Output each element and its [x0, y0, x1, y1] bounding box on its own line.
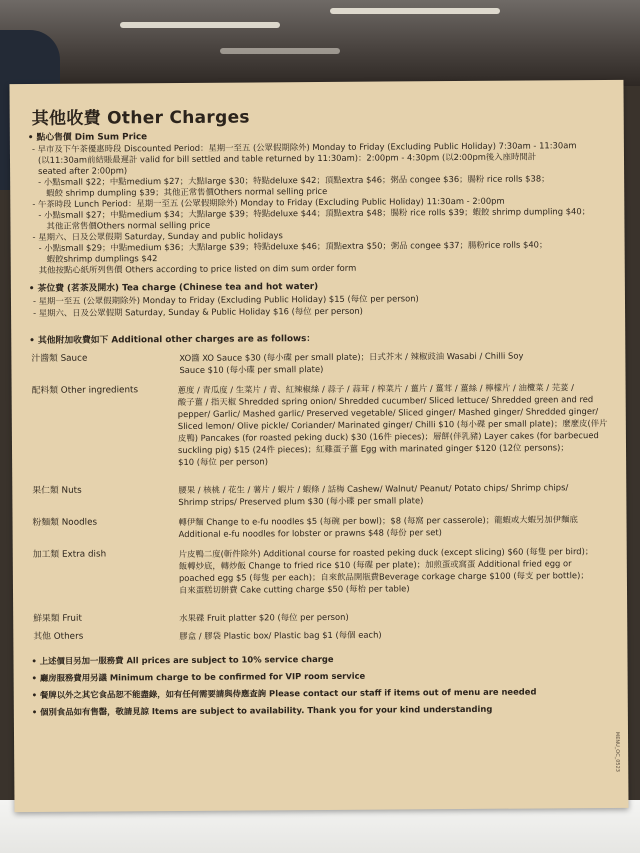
dim-sum-line: 其他按點心紙所列售價 Others according to price listed on dim sum order form: [38, 262, 357, 275]
additional-heading: • 其他附加收費如下 Additional other charges are as follows：: [29, 334, 316, 347]
others-line: 膠盒 / 膠袋 Plastic box/ Plastic bag $1 (每個 each): [179, 629, 382, 641]
dim-sum-line: - 星期六、日及公眾假期 Saturday, Sunday and public holidays: [32, 230, 283, 242]
dim-sum-line: (以11:30am前結賬最遲計 valid for bill settled and table returned by 11:30am)：2:00pm - 4:30pm (以2:00pm後入座時間計: [37, 151, 537, 165]
others-label: 其他 Others: [33, 631, 84, 642]
page-title: 其他收費 Other Charges: [31, 107, 250, 129]
nuts-label: 果仁類 Nuts: [32, 485, 82, 497]
dim-sum-line: - 小點small $22；中點medium $27；大點large $30；特點deluxe $42；頂點extra $46；粥品 congee $36；腸粉 rice rolls $38；: [38, 173, 550, 187]
extra-dish-line: poached egg $5 (每隻 per each)；自來飲品開瓶費Beverage corkage charge $100 (每支 per bottle)；: [178, 570, 589, 583]
restaurant-ceiling: [0, 0, 640, 86]
extra-dish-line: 片皮鴨二度(斬件除外) Additional course for roasted peking duck (except slicing) $60 (每隻 per bird)；: [178, 546, 594, 559]
dim-sum-line: - 小點small $29；中點medium $36；大點large $39；特點deluxe $46；頂點extra $50；粥品 congee $37；腸粉rice rolls $40；: [38, 239, 548, 253]
tea-heading: • 茶位費 (茗茶及開水) Tea charge (Chinese tea and hot water): [28, 282, 319, 295]
fruit-line: 水果碟 Fruit platter $20 (每位 per person): [179, 611, 349, 623]
nuts-line: Shrimp strips/ Preserved plum $30 (每小碟 per small plate): [178, 495, 424, 507]
noodles-line: 轉伊麵 Change to e-fu noodles $5 (每碗 per bowl)；$8 (每窩 per casserole)；龍蝦或大蝦另加伊麵底: [178, 514, 578, 527]
dim-sum-line: 蝦餃shrimp dumplings $42: [46, 253, 158, 264]
ingredients-line: 蔥度 / 青瓜度 / 生菜片 / 青、紅辣椒絲 / 蒜子 / 蒜茸 / 榨菜片 / 薑片 / 薑茸 / 薑絲 / 檸檬片 / 油欖菜 / 芫荽 /: [177, 382, 574, 395]
noodles-line: Additional e-fu noodles for lobster or prawns $48 (每份 per set): [178, 527, 442, 539]
extra-dish-line: 飯轉炒底，轉炒飯 Change to fried rice $10 (每碟 per plate)；加煎蛋或窩蛋 Additional fried egg or: [178, 558, 572, 571]
dim-sum-line: seated after 2:00pm): [38, 165, 128, 176]
tea-line: - 星期六、日及公眾假期 Saturday, Sunday & Public Holiday $16 (每位 per person): [33, 305, 363, 318]
ingredients-line: pepper/ Garlic/ Mashed garlic/ Preserved vegetable/ Sliced ginger/ Mashed ginger/ Shredded ginger/: [177, 406, 599, 419]
nuts-line: 腰果 / 核桃 / 花生 / 薯片 / 蝦片 / 蝦條 / 話梅 Cashew/ Walnut/ Peanut/ Potato chips/ Shrimp chips/: [178, 482, 569, 495]
dim-sum-line: 其他正常售價Others normal selling price: [46, 219, 211, 231]
note-contact-staff: • 餐牌以外之其它食品恕不能盡錄，如有任何需要請與侍應查詢 Please contact our staff if items out of menu are needed: [31, 686, 537, 701]
dim-sum-line: 蝦餃 shrimp dumpling $39；其他正常售價Others normal selling price: [46, 185, 328, 198]
sauce-line: Sauce $10 (每小碟 per small plate): [179, 363, 324, 375]
ingredients-line: Sliced lemon/ Olive pickle/ Coriander/ Marinated ginger/ Chilli $10 (每小碟 per small plate)；麼麼皮(伴片: [177, 417, 608, 431]
ceiling-light: [330, 8, 500, 14]
dim-sum-heading: • 點心售價 Dim Sum Price: [27, 132, 148, 144]
menu-card: [9, 80, 628, 812]
ingredients-line: $10 (每位 per person): [178, 456, 269, 467]
tea-line: - 星期一至五 (公眾假期除外) Monday to Friday (Excluding Public Holiday) $15 (每位 per person): [32, 293, 419, 306]
ingredients-line: 酸子薑 / 指天椒 Shredded spring onion/ Shredded cucumber/ Sliced lettuce/ Shredded green and red: [177, 394, 594, 407]
extra-dish-line: 自來蛋糕切餅費 Cake cutting charge $50 (每枱 per table): [178, 583, 410, 595]
noodles-label: 粉麵類 Noodles: [32, 517, 98, 529]
sauce-line: XO醬 XO Sauce $30 (每小碟 per small plate)；日式芥末 / 辣椒豉油 Wasabi / Chilli Soy: [179, 350, 524, 363]
dim-sum-line: - 午茶時段 Lunch Period：星期一至五 (公眾假期除外) Monday to Friday (Excluding Public Holiday) 11:30am - 2:00pm: [32, 195, 505, 209]
note-availability: • 個別食品如有售罄，敬請見諒 Items are subject to availability. Thank you for your kind understanding: [31, 703, 493, 718]
ingredients-label: 配料類 Other ingredients: [31, 385, 139, 397]
ingredients-line: suckling pig) $15 (24件 pieces)；紅雞蛋子薑 Egg with marinated ginger $120 (12位 persons)；: [177, 442, 569, 455]
side-code: MENU_OC_0523: [614, 731, 621, 772]
sauce-label: 汁醬類 Sauce: [31, 353, 88, 365]
ceiling-light: [220, 48, 340, 54]
extra-dish-label: 加工類 Extra dish: [32, 549, 107, 561]
ceiling-light: [120, 22, 280, 28]
dim-sum-line: - 小點small $27；中點medium $34；大點large $39；特點deluxe $44；頂點extra $48；腸粉 rice rolls $39；蝦餃 shrimp dumpling $40；: [38, 206, 591, 220]
dim-sum-line: - 早市及下午茶優惠時段 Discounted Period：星期一至五 (公眾假期除外) Monday to Friday (Excluding Public Holiday) 7:30am - 11:30am: [31, 140, 577, 154]
note-service-charge: • 上述價目另加一服務費 All prices are subject to 10% service charge: [31, 653, 334, 667]
ingredients-line: 皮鴨) Pancakes (for roasted peking duck) $30 (16件 pieces)；層餅(伴乳豬) Layer cakes (for barbecued: [177, 430, 599, 443]
note-vip-room: • 廳房服務費用另議 Minimum charge to be confirmed for VIP room service: [31, 670, 366, 684]
fruit-label: 鮮果類 Fruit: [33, 613, 82, 624]
